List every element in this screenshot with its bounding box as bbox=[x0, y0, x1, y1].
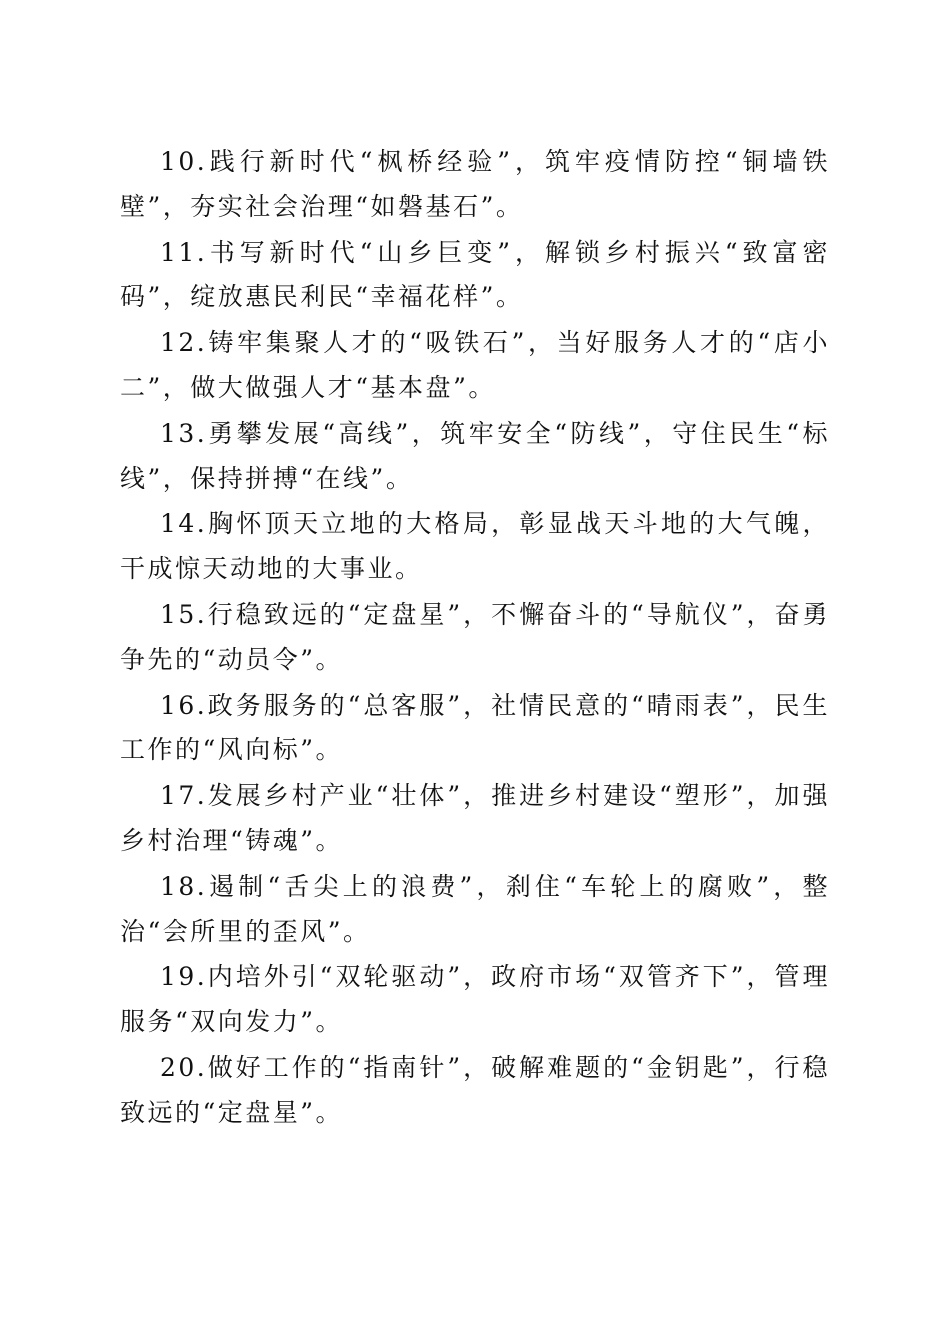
paragraph-number: 17. bbox=[160, 781, 208, 811]
paragraph-text: 行稳致远的“定盘星”，不懈奋斗的“导航仪”，奋勇争先的“动员令”。 bbox=[120, 599, 830, 674]
paragraph-text: 书写新时代“山乡巨变”，解锁乡村振兴“致富密码”，绽放惠民利民“幸福花样”。 bbox=[120, 237, 830, 312]
paragraph-12 bbox=[120, 321, 830, 411]
paragraph-text: 发展乡村产业“壮体”，推进乡村建设“塑形”，加强乡村治理“铸魂”。 bbox=[120, 781, 830, 855]
paragraph-16 bbox=[120, 684, 830, 774]
paragraph-15 bbox=[120, 593, 830, 683]
paragraph-number: 13. bbox=[160, 418, 208, 448]
paragraph-text: 铸牢集聚人才的“吸铁石”，当好服务人才的“店小二”，做大做强人才“基本盘”。 bbox=[120, 328, 830, 402]
paragraph-number: 12. bbox=[160, 328, 208, 358]
paragraph-number: 18. bbox=[160, 871, 208, 901]
paragraph-text: 勇攀发展“高线”，筑牢安全“防线”，守住民生“标线”，保持拼搏“在线”。 bbox=[120, 418, 830, 493]
paragraph-text: 遏制“舌尖上的浪费”，刹住“车轮上的腐败”，整治“会所里的歪风”。 bbox=[120, 871, 830, 946]
paragraph-text: 践行新时代“枫桥经验”，筑牢疫情防控“铜墙铁壁”，夯实社会治理“如磐基石”。 bbox=[120, 147, 830, 221]
paragraph-19 bbox=[120, 955, 830, 1045]
paragraph-number: 15. bbox=[160, 599, 208, 629]
paragraph-number: 16. bbox=[160, 690, 208, 720]
paragraph-10 bbox=[120, 140, 830, 230]
paragraph-number: 14. bbox=[160, 509, 208, 539]
paragraph-13 bbox=[120, 412, 830, 502]
paragraph-text: 政务服务的“总客服”，社情民意的“晴雨表”，民生工作的“风向标”。 bbox=[120, 690, 830, 765]
paragraph-17 bbox=[120, 774, 830, 864]
document-body bbox=[120, 140, 830, 1137]
paragraph-number: 19. bbox=[160, 962, 208, 992]
paragraph-20 bbox=[120, 1046, 830, 1136]
paragraph-18 bbox=[120, 865, 830, 955]
paragraph-11 bbox=[120, 231, 830, 321]
paragraph-number: 11. bbox=[160, 237, 208, 267]
paragraph-14 bbox=[120, 502, 830, 592]
paragraph-number: 10. bbox=[160, 147, 208, 176]
paragraph-number: 20. bbox=[160, 1052, 208, 1082]
paragraph-text: 做好工作的“指南针”，破解难题的“金钥匙”，行稳致远的“定盘星”。 bbox=[120, 1052, 830, 1127]
paragraph-text: 胸怀顶天立地的大格局，彰显战天斗地的大气魄，干成惊天动地的大事业。 bbox=[120, 509, 830, 584]
paragraph-text: 内培外引“双轮驱动”，政府市场“双管齐下”，管理服务“双向发力”。 bbox=[120, 962, 830, 1037]
